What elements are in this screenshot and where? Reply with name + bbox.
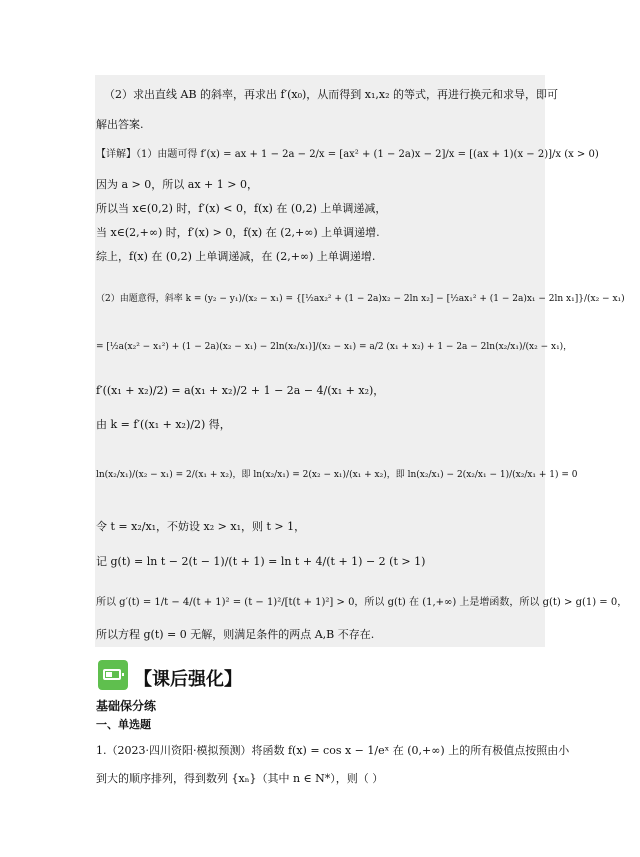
section-icon-box: [98, 660, 128, 690]
question-type-heading: 一、单选题: [96, 718, 151, 731]
solution-line-6: 当 x∈(2,+∞) 时，f′(x) > 0，f(x) 在 (2,+∞) 上单调递增.: [96, 226, 380, 239]
question-1-line-2: 到大的顺序排列，得到数列 {xₙ}（其中 n ∈ N*），则（ ）: [96, 772, 384, 785]
solution-line-5: 所以当 x∈(0,2) 时，f′(x) < 0，f(x) 在 (0,2) 上单调递减，: [96, 202, 387, 215]
question-1-line-1: 1.（2023·四川资阳·模拟预测）将函数 f(x) = cos x − 1/eˣ 在 (0,+∞) 上的所有极值点按照由小: [96, 744, 570, 757]
solution-line-2: 解出答案.: [96, 118, 144, 131]
solution-line-7: 综上，f(x) 在 (0,2) 上单调递减，在 (2,+∞) 上单调递增.: [96, 250, 376, 263]
solution-line-8: （2）由题意得，斜率 k = (y₂ − y₁)/(x₂ − x₁) = {[½ax₂² + (1 − 2a)x₂ − 2ln x₂] − [½ax₁² + (1 − 2a)x₁ − 2ln x₁]}/(x₂ − x₁): [96, 294, 625, 304]
battery-icon: [103, 669, 121, 680]
solution-line-10: f′((x₁ + x₂)/2) = a(x₁ + x₂)/2 + 1 − 2a − 4/(x₁ + x₂)，: [96, 384, 385, 397]
section-title: 【课后强化】: [134, 669, 242, 690]
subsection-title: 基础保分练: [96, 699, 157, 713]
solution-line-3: 【详解】（1）由题可得 f′(x) = ax + 1 − 2a − 2/x = [ax² + (1 − 2a)x − 2]/x = [(ax + 1)(x − 2)]/x (x > 0): [96, 149, 599, 160]
solution-line-1: （2）求出直线 AB 的斜率，再求出 f′(x₀)，从而得到 x₁,x₂ 的等式，再进行换元和求导，即可: [104, 88, 558, 101]
solution-line-14: 记 g(t) = ln t − 2(t − 1)/(t + 1) = ln t + 4/(t + 1) − 2 (t > 1): [96, 555, 426, 568]
solution-line-12: ln(x₂/x₁)/(x₂ − x₁) = 2/(x₁ + x₂)，即 ln(x₂/x₁) = 2(x₂ − x₁)/(x₁ + x₂)，即 ln(x₂/x₁) − 2(x₂/x₁ − 1)/(x₂/x₁ + 1) = 0: [96, 470, 578, 480]
solution-line-4: 因为 a > 0，所以 ax + 1 > 0，: [96, 178, 258, 191]
solution-line-16: 所以方程 g(t) = 0 无解，则满足条件的两点 A,B 不存在.: [96, 628, 375, 641]
solution-line-11: 由 k = f′((x₁ + x₂)/2) 得，: [96, 418, 231, 431]
solution-line-9: = [½a(x₂² − x₁²) + (1 − 2a)(x₂ − x₁) − 2ln(x₂/x₁)]/(x₂ − x₁) = a/2 (x₁ + x₂) + 1 − 2a − 2ln(x₂/x₁)/(x₂ − x₁)，: [96, 342, 573, 352]
solution-line-15: 所以 g′(t) = 1/t − 4/(t + 1)² = (t − 1)²/[t(t + 1)²] > 0，所以 g(t) 在 (1,+∞) 上是增函数，所以 g(t) > g(1) = 0，: [96, 597, 628, 608]
solution-line-13: 令 t = x₂/x₁，不妨设 x₂ > x₁，则 t > 1，: [96, 520, 306, 533]
